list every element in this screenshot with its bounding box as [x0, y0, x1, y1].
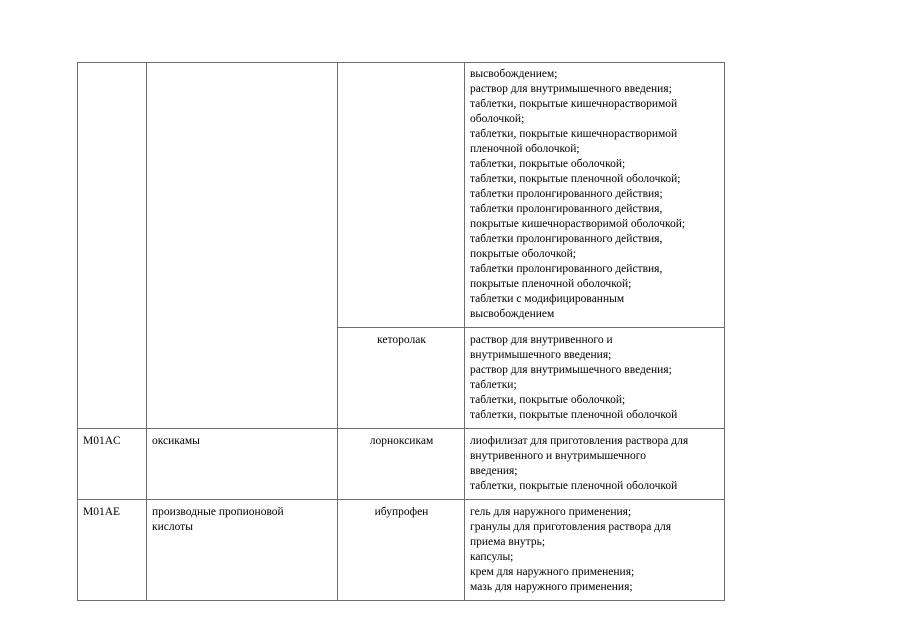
atc-code-cell: M01AC — [78, 429, 147, 500]
dosage-form-line: крем для наружного применения; — [470, 566, 635, 578]
dosage-form-line: таблетки пролонгированного действия; — [470, 188, 663, 200]
dosage-form-line: таблетки, покрытые пленочной оболочкой — [470, 409, 678, 421]
dosage-form-line: пленочной оболочкой; — [470, 143, 580, 155]
dosage-form-line: высвобождением; — [470, 68, 558, 80]
dosage-form-line: раствор для внутривенного и — [470, 334, 613, 346]
dosage-form-line: высвобождением — [470, 308, 555, 320]
dosage-form-line: внутримышечного введения; — [470, 349, 612, 361]
dosage-form-line: внутривенного и внутримышечного — [470, 450, 646, 462]
atc-code-cell — [78, 63, 147, 429]
table-row — [78, 500, 725, 601]
dosage-form-line: таблетки пролонгированного действия, — [470, 263, 663, 275]
dosage-form-line: гель для наружного применения; — [470, 506, 632, 518]
dosage-form-line: таблетки, покрытые пленочной оболочкой — [470, 480, 678, 492]
dosage-form-line: введения; — [470, 465, 518, 477]
inn-cell: кеторолак — [338, 328, 465, 429]
group-name-cell: оксикамы — [147, 429, 338, 500]
drug-table — [77, 62, 725, 601]
dosage-form-line: капсулы; — [470, 551, 514, 563]
dosage-forms-cell — [465, 328, 725, 429]
group-name-line: производные пропионовой — [152, 506, 284, 518]
dosage-form-line: раствор для внутримышечного введения; — [470, 83, 672, 95]
inn-cell: лорноксикам — [338, 429, 465, 500]
dosage-form-line: приема внутрь; — [470, 536, 546, 548]
dosage-form-line: таблетки, покрытые оболочкой; — [470, 394, 626, 406]
dosage-form-line: раствор для внутримышечного введения; — [470, 364, 672, 376]
dosage-form-line: таблетки, покрытые кишечнорастворимой — [470, 128, 678, 140]
inn-cell — [338, 63, 465, 328]
dosage-form-line: таблетки, покрытые пленочной оболочкой; — [470, 173, 681, 185]
group-name-line: кислоты — [152, 521, 193, 533]
dosage-form-line: гранулы для приготовления раствора для — [470, 521, 672, 533]
group-name-cell — [147, 500, 338, 601]
dosage-form-line: покрытые пленочной оболочкой; — [470, 278, 632, 290]
dosage-form-line: таблетки пролонгированного действия, — [470, 233, 663, 245]
dosage-form-line: покрытые кишечнорастворимой оболочкой; — [470, 218, 686, 230]
dosage-form-line: таблетки пролонгированного действия, — [470, 203, 663, 215]
dosage-form-line: мазь для наружного применения; — [470, 581, 633, 593]
dosage-form-line: лиофилизат для приготовления раствора для — [470, 435, 689, 447]
dosage-form-line: таблетки, покрытые оболочкой; — [470, 158, 626, 170]
table-row — [78, 63, 725, 328]
dosage-forms-cell — [465, 63, 725, 328]
atc-code-cell: M01AE — [78, 500, 147, 601]
dosage-form-line: таблетки; — [470, 379, 517, 391]
dosage-forms-cell — [465, 429, 725, 500]
dosage-form-line: покрытые оболочкой; — [470, 248, 576, 260]
group-name-cell — [147, 63, 338, 429]
dosage-form-line: оболочкой; — [470, 113, 525, 125]
table-row — [78, 429, 725, 500]
dosage-form-line: таблетки, покрытые кишечнорастворимой — [470, 98, 678, 110]
inn-cell: ибупрофен — [338, 500, 465, 601]
dosage-form-line: таблетки с модифицированным — [470, 293, 625, 305]
dosage-forms-cell — [465, 500, 725, 601]
